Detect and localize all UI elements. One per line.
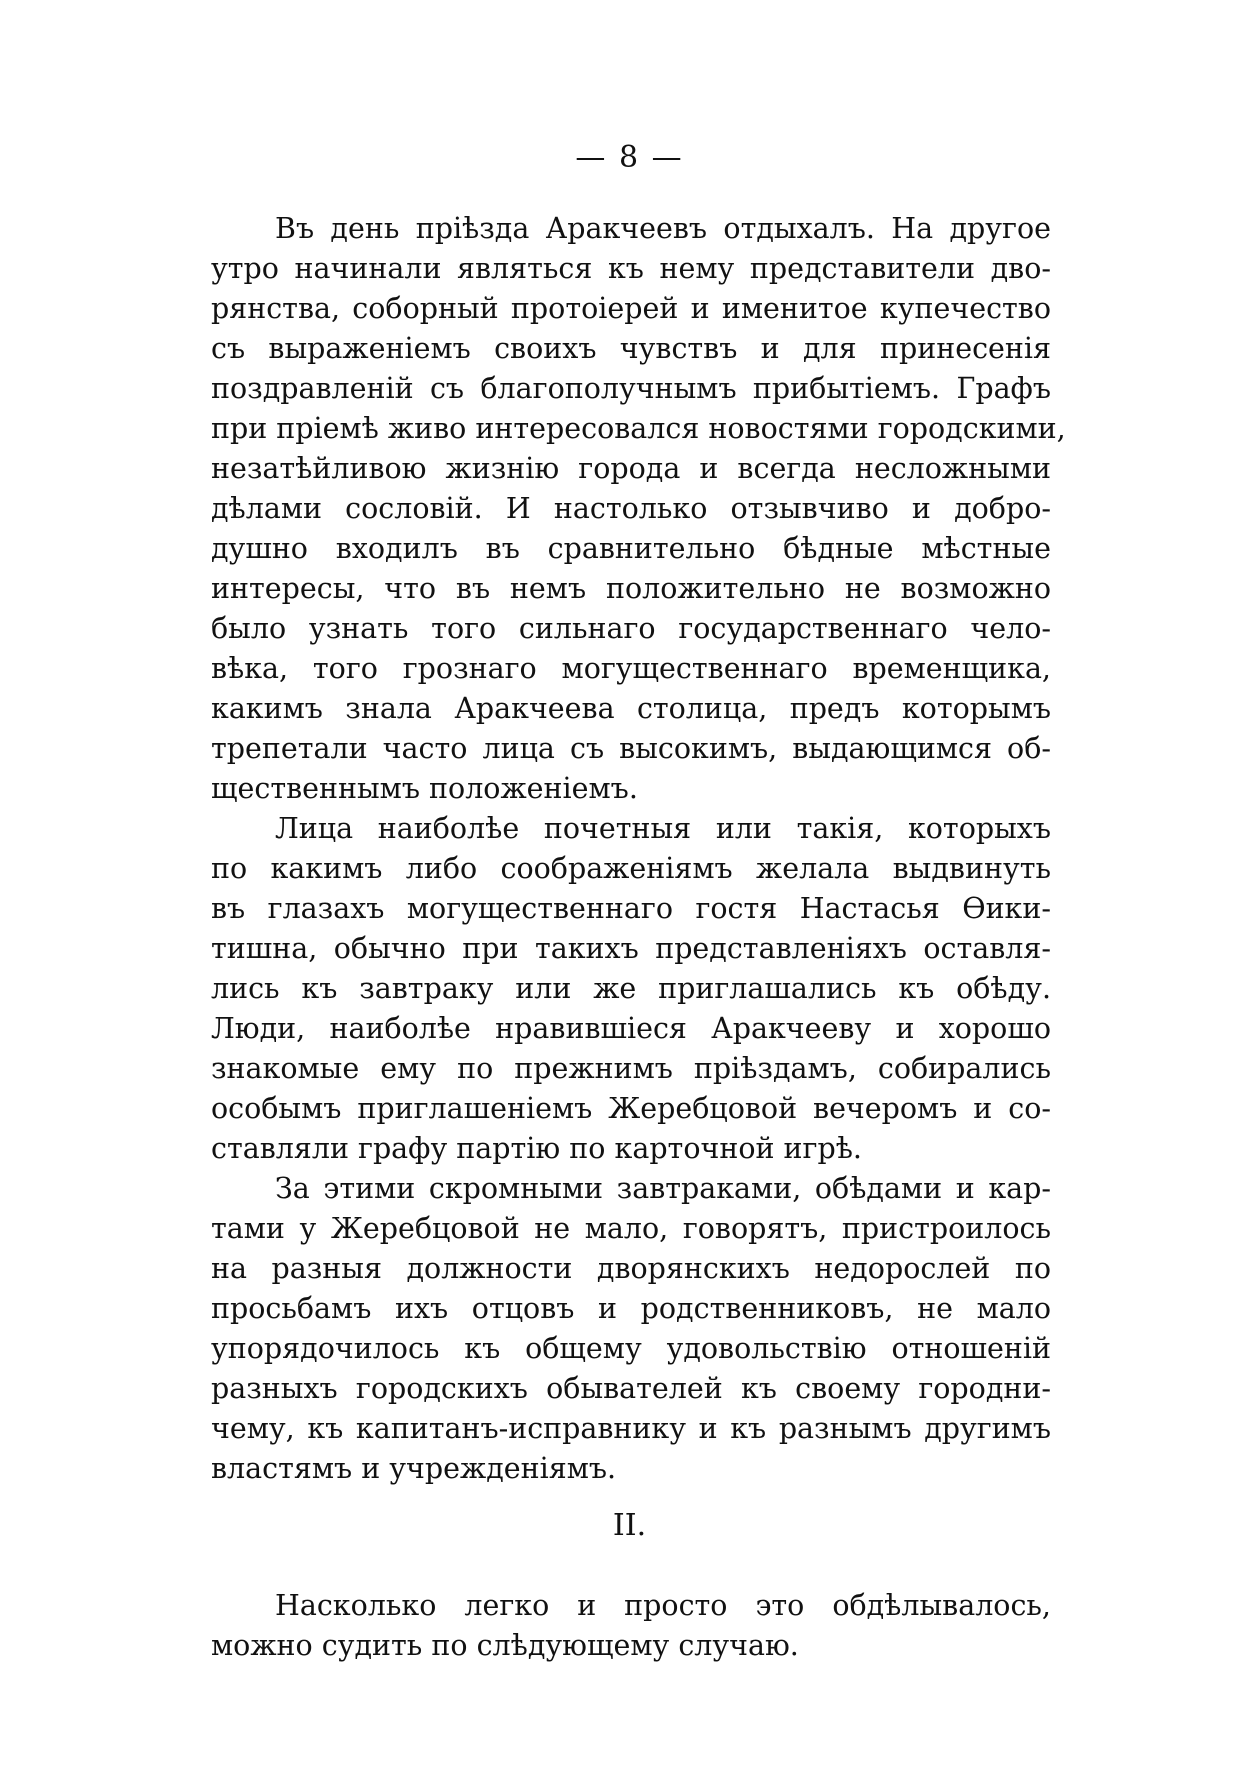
text-line: ставляли графу партію по карточной игрѣ. [211, 1132, 862, 1165]
text-line: поздравленій съ благополучнымъ прибытіемъ. Графъ [211, 372, 1051, 405]
text-line: вѣка, того грознаго могущественнаго временщика, [211, 652, 1051, 685]
text-line: тами у Жеребцовой не мало, говорятъ, пристроилось [211, 1212, 1051, 1245]
text-line: можно судить по слѣдующему случаю. [211, 1629, 799, 1662]
paragraph-3 [211, 1169, 1051, 1489]
text-line: душно входилъ въ сравнительно бѣдные мѣстные [211, 532, 1051, 565]
text-line: было узнать того сильнаго государственнаго чело- [211, 612, 1051, 645]
paragraph-2 [211, 809, 1051, 1169]
text-line: при пріемѣ живо интересовался новостями городскими, [211, 412, 1066, 445]
text-line: какимъ знала Аракчеева столица, предъ которымъ [211, 692, 1051, 725]
text-line: тишна, обычно при такихъ представленіяхъ оставля- [211, 932, 1051, 965]
text-line: особымъ приглашеніемъ Жеребцовой вечеромъ и со- [211, 1092, 1051, 1125]
text-line: Люди, наиболѣе нравившіеся Аракчееву и хорошо [211, 1012, 1051, 1045]
text-line: Лица наиболѣе почетныя или такія, которыхъ [275, 812, 1051, 845]
text-line: интересы, что въ немъ положительно не возможно [211, 572, 1051, 605]
page-number: — 8 — [575, 140, 684, 175]
text-line: лись къ завтраку или же приглашались къ обѣду. [211, 972, 1051, 1005]
text-line: по какимъ либо соображеніямъ желала выдвинуть [211, 852, 1051, 885]
text-line: упорядочилось къ общему удовольствію отношеній [211, 1332, 1051, 1365]
text-line: просьбамъ ихъ отцовъ и родственниковъ, не мало [211, 1292, 1051, 1325]
paragraph-1 [211, 209, 1066, 809]
text-line: разныхъ городскихъ обывателей къ своему городни- [211, 1372, 1051, 1405]
text-line: съ выраженіемъ своихъ чувствъ и для принесенія [211, 332, 1051, 365]
text-line: рянства, соборный протоіерей и именитое купечество [211, 292, 1051, 325]
paragraph-4 [211, 1586, 1051, 1666]
text-line: знакомые ему по прежнимъ пріѣздамъ, собирались [211, 1052, 1051, 1085]
text-line: щественнымъ положеніемъ. [211, 772, 638, 805]
text-line: властямъ и учрежденіямъ. [211, 1452, 617, 1485]
text-line: чему, къ капитанъ-исправнику и къ разнымъ другимъ [211, 1412, 1051, 1445]
text-line: на разныя должности дворянскихъ недорослей по [211, 1252, 1051, 1285]
section-heading: II. [612, 1508, 647, 1543]
text-line: дѣлами сословій. И настолько отзывчиво и добро- [211, 492, 1051, 525]
text-line: Въ день пріѣзда Аракчеевъ отдыхалъ. На другое [275, 212, 1051, 245]
text-line: трепетали часто лица съ высокимъ, выдающимся об- [211, 732, 1051, 765]
text-line: незатѣйливою жизнію города и всегда несложными [211, 452, 1051, 485]
text-line: въ глазахъ могущественнаго гостя Настасья Ѳики- [211, 892, 1051, 925]
text-line: Насколько легко и просто это обдѣлывалось, [275, 1589, 1051, 1622]
text-line: утро начинали являться къ нему представители дво- [211, 252, 1051, 285]
text-line: За этими скромными завтраками, обѣдами и кар- [275, 1172, 1051, 1205]
